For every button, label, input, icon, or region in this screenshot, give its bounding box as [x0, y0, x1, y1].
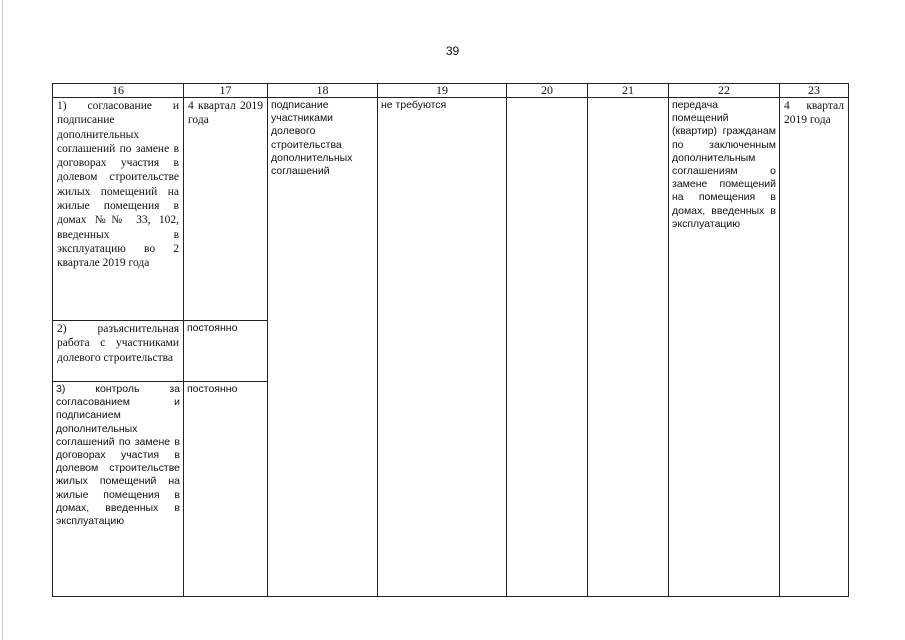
- measure-3-cell: [53, 382, 184, 597]
- header-col-23: 23: [780, 84, 849, 98]
- col20-cell: [507, 98, 588, 597]
- page-edge: [2, 0, 3, 640]
- measure-1-text: 1) согласование и подписание дополнительных соглашений по замене в договорах участия в долевом строительстве жилых помещений на жилые помещения в домах №№ 33, 102, введенных в эксплуатацию во 2 квартале 2019 года: [57, 100, 179, 270]
- measures-table: [52, 83, 849, 597]
- col23-cell: [780, 98, 849, 597]
- measure-1-term-cell: [184, 98, 268, 321]
- measure-1-cell: [53, 98, 184, 321]
- measure-2-text: 2) разъяснительная работа с участниками долевого строительства: [57, 323, 179, 364]
- header-col-19: 19: [378, 84, 507, 98]
- col19-cell: [378, 98, 507, 597]
- measure-3-term-cell: [184, 382, 268, 597]
- measure-3-text: 3) контроль за согласованием и подписанием дополнительных соглашений по замене в договорах участия в долевом строительстве жилых помещений на жилые помещения в домах, введенных в эксплуатацию: [56, 383, 180, 528]
- header-row: [53, 84, 849, 98]
- col19-text: не требуются: [381, 99, 447, 111]
- measure-2-term: постоянно: [187, 322, 238, 334]
- col21-cell: [588, 98, 669, 597]
- measure-2-cell: [53, 321, 184, 382]
- header-col-20: 20: [507, 84, 588, 98]
- col20-text: [507, 98, 587, 99]
- col22-cell: [669, 98, 780, 597]
- table-row: [53, 98, 849, 321]
- page-number: 39: [445, 44, 460, 58]
- header-col-22: 22: [669, 84, 780, 98]
- measure-3-term: постоянно: [187, 383, 238, 395]
- col23-text: 4 квартал 2019 года: [784, 100, 844, 127]
- measure-1-term: 4 квартал 2019 года: [188, 100, 263, 127]
- col22-text: передача помещений (квартир) гражданам по заключенным дополнительным соглашениям о замене помещений на помещения в домах, введенных в эксплуатацию: [672, 99, 776, 230]
- col18-cell: [268, 98, 378, 597]
- col21-text: [588, 98, 668, 99]
- header-col-18: 18: [268, 84, 378, 98]
- col18-text: подписание участниками долевого строительства дополнительных соглашений: [271, 99, 353, 178]
- header-col-17: 17: [184, 84, 268, 98]
- header-col-21: 21: [588, 84, 669, 98]
- header-col-16: 16: [53, 84, 184, 98]
- measure-2-term-cell: [184, 321, 268, 382]
